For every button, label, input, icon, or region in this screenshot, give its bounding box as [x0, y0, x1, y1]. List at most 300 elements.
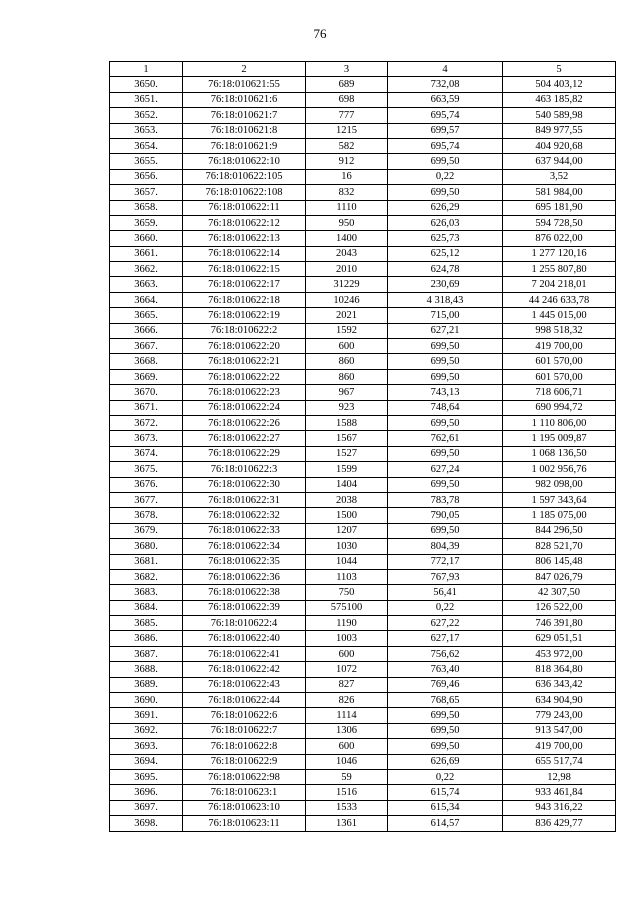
table-cell: 594 728,50: [503, 215, 616, 230]
table-cell: 76:18:010622:13: [183, 231, 306, 246]
table-cell: 3658.: [110, 200, 183, 215]
table-cell: 1404: [306, 477, 388, 492]
table-row: [110, 539, 616, 554]
table-cell: 769,46: [388, 677, 503, 692]
table-cell: 3665.: [110, 308, 183, 323]
table-cell: 1003: [306, 631, 388, 646]
table-cell: 767,93: [388, 569, 503, 584]
table-cell: 3668.: [110, 354, 183, 369]
table-cell: 832: [306, 185, 388, 200]
table-cell: 3673.: [110, 431, 183, 446]
table-cell: 76:18:010622:105: [183, 169, 306, 184]
table-cell: 762,61: [388, 431, 503, 446]
table-cell: 756,62: [388, 646, 503, 661]
table-cell: 783,78: [388, 492, 503, 507]
table-cell: 76:18:010622:108: [183, 185, 306, 200]
table-cell: 2010: [306, 262, 388, 277]
table-cell: 1516: [306, 785, 388, 800]
table-row: [110, 246, 616, 261]
table-cell: 1215: [306, 123, 388, 138]
table-cell: 76:18:010622:4: [183, 616, 306, 631]
table-cell: 7 204 218,01: [503, 277, 616, 292]
column-header: 5: [503, 62, 616, 77]
table-row: [110, 354, 616, 369]
table-row: [110, 138, 616, 153]
table-row: [110, 262, 616, 277]
column-header: 1: [110, 62, 183, 77]
table-row: [110, 508, 616, 523]
table-cell: 3666.: [110, 323, 183, 338]
table-cell: 634 904,90: [503, 693, 616, 708]
table-cell: 575100: [306, 600, 388, 615]
table-cell: 828 521,70: [503, 539, 616, 554]
table-cell: 1 110 806,00: [503, 415, 616, 430]
table-cell: 1 068 136,50: [503, 446, 616, 461]
table-row: [110, 723, 616, 738]
table-cell: 3698.: [110, 816, 183, 831]
table-cell: 847 026,79: [503, 569, 616, 584]
table-cell: 4 318,43: [388, 292, 503, 307]
table-row: [110, 492, 616, 507]
table-cell: 76:18:010622:27: [183, 431, 306, 446]
table-cell: 76:18:010622:6: [183, 708, 306, 723]
table-cell: 836 429,77: [503, 816, 616, 831]
table-cell: 690 994,72: [503, 400, 616, 415]
table-cell: 76:18:010622:18: [183, 292, 306, 307]
table-cell: 1567: [306, 431, 388, 446]
table-cell: 3679.: [110, 523, 183, 538]
table-cell: 1599: [306, 462, 388, 477]
table-cell: 76:18:010621:55: [183, 77, 306, 92]
table-row: [110, 292, 616, 307]
table-cell: 1044: [306, 554, 388, 569]
table-cell: 76:18:010622:19: [183, 308, 306, 323]
table-cell: 772,17: [388, 554, 503, 569]
table-cell: 3682.: [110, 569, 183, 584]
table-cell: 3671.: [110, 400, 183, 415]
table-cell: 625,12: [388, 246, 503, 261]
table-row: [110, 169, 616, 184]
table-cell: 601 570,00: [503, 369, 616, 384]
table-cell: 695,74: [388, 108, 503, 123]
table-cell: 627,21: [388, 323, 503, 338]
table-cell: 627,22: [388, 616, 503, 631]
table-cell: 3653.: [110, 123, 183, 138]
table-cell: 1 597 343,64: [503, 492, 616, 507]
table-cell: 806 145,48: [503, 554, 616, 569]
table-cell: 1361: [306, 816, 388, 831]
table-cell: 3697.: [110, 800, 183, 815]
table-cell: 76:18:010622:7: [183, 723, 306, 738]
table-cell: 695 181,90: [503, 200, 616, 215]
cadastral-value-table: [109, 61, 616, 832]
table-cell: 1592: [306, 323, 388, 338]
table-row: [110, 677, 616, 692]
table-cell: 699,50: [388, 477, 503, 492]
table-cell: 768,65: [388, 693, 503, 708]
table-row: [110, 77, 616, 92]
table-cell: 3657.: [110, 185, 183, 200]
table-row: [110, 415, 616, 430]
column-header: 4: [388, 62, 503, 77]
table-cell: 715,00: [388, 308, 503, 323]
table-cell: 3650.: [110, 77, 183, 92]
table-cell: 10246: [306, 292, 388, 307]
table-cell: 3685.: [110, 616, 183, 631]
table-cell: 3680.: [110, 539, 183, 554]
table-cell: 750: [306, 585, 388, 600]
table-cell: 0,22: [388, 600, 503, 615]
table-cell: 76:18:010622:40: [183, 631, 306, 646]
table-cell: 76:18:010622:35: [183, 554, 306, 569]
table-row: [110, 385, 616, 400]
table-cell: 1588: [306, 415, 388, 430]
table-cell: 44 246 633,78: [503, 292, 616, 307]
table-row: [110, 185, 616, 200]
table-cell: 76:18:010622:14: [183, 246, 306, 261]
table-cell: 913 547,00: [503, 723, 616, 738]
table-cell: 3684.: [110, 600, 183, 615]
table-cell: 827: [306, 677, 388, 692]
table-cell: 629 051,51: [503, 631, 616, 646]
table-cell: 76:18:010622:98: [183, 769, 306, 784]
table-cell: 76:18:010622:22: [183, 369, 306, 384]
table-cell: 933 461,84: [503, 785, 616, 800]
table-cell: 540 589,98: [503, 108, 616, 123]
table-cell: 76:18:010621:9: [183, 138, 306, 153]
table-cell: 982 098,00: [503, 477, 616, 492]
table-cell: 76:18:010621:6: [183, 92, 306, 107]
table-cell: 3669.: [110, 369, 183, 384]
table-row: [110, 369, 616, 384]
table-cell: 699,50: [388, 708, 503, 723]
table-cell: 3693.: [110, 739, 183, 754]
table-cell: 998 518,32: [503, 323, 616, 338]
table-cell: 16: [306, 169, 388, 184]
table-cell: 76:18:010622:11: [183, 200, 306, 215]
table-cell: 453 972,00: [503, 646, 616, 661]
table-row: [110, 816, 616, 831]
column-header: 2: [183, 62, 306, 77]
table-cell: 1500: [306, 508, 388, 523]
table-cell: 860: [306, 369, 388, 384]
table-row: [110, 769, 616, 784]
table-row: [110, 800, 616, 815]
table-cell: 3689.: [110, 677, 183, 692]
table-cell: 912: [306, 154, 388, 169]
table-cell: 790,05: [388, 508, 503, 523]
table-cell: 76:18:010623:11: [183, 816, 306, 831]
table-cell: 804,39: [388, 539, 503, 554]
table-cell: 1 185 075,00: [503, 508, 616, 523]
table-cell: 1072: [306, 662, 388, 677]
table-cell: 732,08: [388, 77, 503, 92]
table-cell: 718 606,71: [503, 385, 616, 400]
table-cell: 1190: [306, 616, 388, 631]
table-cell: 844 296,50: [503, 523, 616, 538]
table-cell: 779 243,00: [503, 708, 616, 723]
table-cell: 1533: [306, 800, 388, 815]
table-cell: 76:18:010622:32: [183, 508, 306, 523]
table-cell: 1527: [306, 446, 388, 461]
table-row: [110, 215, 616, 230]
table-cell: 404 920,68: [503, 138, 616, 153]
table-cell: 0,22: [388, 169, 503, 184]
table-cell: 3664.: [110, 292, 183, 307]
table-cell: 1110: [306, 200, 388, 215]
table-cell: 3674.: [110, 446, 183, 461]
table-cell: 3660.: [110, 231, 183, 246]
table-cell: 3659.: [110, 215, 183, 230]
table-cell: 2038: [306, 492, 388, 507]
table-row: [110, 662, 616, 677]
table-cell: 76:18:010622:2: [183, 323, 306, 338]
table-row: [110, 523, 616, 538]
table-cell: 76:18:010622:20: [183, 339, 306, 354]
table-cell: 463 185,82: [503, 92, 616, 107]
table-cell: 746 391,80: [503, 616, 616, 631]
table-cell: 31229: [306, 277, 388, 292]
table-row: [110, 631, 616, 646]
table-cell: 967: [306, 385, 388, 400]
table-cell: 76:18:010622:34: [183, 539, 306, 554]
table-cell: 76:18:010622:30: [183, 477, 306, 492]
table-cell: 2043: [306, 246, 388, 261]
table-cell: 76:18:010622:29: [183, 446, 306, 461]
table-cell: 699,50: [388, 185, 503, 200]
table-row: [110, 92, 616, 107]
table-row: [110, 446, 616, 461]
table-row: [110, 308, 616, 323]
table-cell: 76:18:010622:24: [183, 400, 306, 415]
table-cell: 826: [306, 693, 388, 708]
table-row: [110, 569, 616, 584]
table-cell: 698: [306, 92, 388, 107]
page-number: 76: [313, 26, 327, 41]
table-cell: 3675.: [110, 462, 183, 477]
table-cell: 699,50: [388, 446, 503, 461]
table-cell: 699,57: [388, 123, 503, 138]
table-cell: 3695.: [110, 769, 183, 784]
table-cell: 818 364,80: [503, 662, 616, 677]
table-body: [110, 77, 616, 831]
table-cell: 76:18:010622:31: [183, 492, 306, 507]
table-cell: 582: [306, 138, 388, 153]
table-cell: 615,74: [388, 785, 503, 800]
table-cell: 230,69: [388, 277, 503, 292]
table-cell: 699,50: [388, 369, 503, 384]
table-row: [110, 462, 616, 477]
table-row: [110, 693, 616, 708]
table-cell: 419 700,00: [503, 739, 616, 754]
table-row: [110, 754, 616, 769]
table-cell: 76:18:010623:1: [183, 785, 306, 800]
table-cell: 126 522,00: [503, 600, 616, 615]
table-cell: 76:18:010622:23: [183, 385, 306, 400]
table-cell: 1 277 120,16: [503, 246, 616, 261]
table-cell: 615,34: [388, 800, 503, 815]
table-cell: 76:18:010622:44: [183, 693, 306, 708]
table-cell: 655 517,74: [503, 754, 616, 769]
table-cell: 3654.: [110, 138, 183, 153]
table-cell: 626,03: [388, 215, 503, 230]
table-cell: 699,50: [388, 339, 503, 354]
table-row: [110, 277, 616, 292]
table-cell: 56,41: [388, 585, 503, 600]
table-cell: 3670.: [110, 385, 183, 400]
table-cell: 3688.: [110, 662, 183, 677]
table-cell: 763,40: [388, 662, 503, 677]
table-cell: 76:18:010622:36: [183, 569, 306, 584]
table-cell: 3,52: [503, 169, 616, 184]
table-cell: 419 700,00: [503, 339, 616, 354]
table-cell: 3652.: [110, 108, 183, 123]
table-cell: 614,57: [388, 816, 503, 831]
table-row: [110, 400, 616, 415]
table-cell: 76:18:010621:8: [183, 123, 306, 138]
table-cell: 2021: [306, 308, 388, 323]
table-cell: 950: [306, 215, 388, 230]
table-cell: 3676.: [110, 477, 183, 492]
table-cell: 1207: [306, 523, 388, 538]
table-cell: 76:18:010622:12: [183, 215, 306, 230]
table-cell: 3683.: [110, 585, 183, 600]
table-row: [110, 154, 616, 169]
table-cell: 748,64: [388, 400, 503, 415]
table-cell: 600: [306, 339, 388, 354]
table-cell: 1030: [306, 539, 388, 554]
table-cell: 1306: [306, 723, 388, 738]
table-cell: 76:18:010622:43: [183, 677, 306, 692]
table-cell: 3692.: [110, 723, 183, 738]
table-row: [110, 785, 616, 800]
table-row: [110, 646, 616, 661]
table-cell: 1103: [306, 569, 388, 584]
table-row: [110, 554, 616, 569]
table-cell: 860: [306, 354, 388, 369]
table-cell: 699,50: [388, 739, 503, 754]
table-cell: 1 445 015,00: [503, 308, 616, 323]
table-cell: 76:18:010622:38: [183, 585, 306, 600]
table-cell: 76:18:010622:3: [183, 462, 306, 477]
table-cell: 627,24: [388, 462, 503, 477]
table-cell: 600: [306, 646, 388, 661]
table-cell: 777: [306, 108, 388, 123]
table-cell: 3651.: [110, 92, 183, 107]
table-cell: 76:18:010622:33: [183, 523, 306, 538]
table-cell: 699,50: [388, 154, 503, 169]
table-cell: 1114: [306, 708, 388, 723]
table-row: [110, 600, 616, 615]
table-cell: 601 570,00: [503, 354, 616, 369]
table-cell: 624,78: [388, 262, 503, 277]
table-cell: 3656.: [110, 169, 183, 184]
table-cell: 12,98: [503, 769, 616, 784]
table-cell: 76:18:010623:10: [183, 800, 306, 815]
table-row: [110, 616, 616, 631]
table-header-row: [110, 62, 616, 77]
table-row: [110, 585, 616, 600]
table-row: [110, 108, 616, 123]
table-cell: 76:18:010621:7: [183, 108, 306, 123]
table-cell: 3690.: [110, 693, 183, 708]
table-cell: 76:18:010622:42: [183, 662, 306, 677]
table-cell: 743,13: [388, 385, 503, 400]
table-cell: 923: [306, 400, 388, 415]
table-cell: 3691.: [110, 708, 183, 723]
table-cell: 3686.: [110, 631, 183, 646]
table-cell: 689: [306, 77, 388, 92]
table-cell: 627,17: [388, 631, 503, 646]
table-cell: 76:18:010622:10: [183, 154, 306, 169]
table-cell: 76:18:010622:15: [183, 262, 306, 277]
table-cell: 1046: [306, 754, 388, 769]
table-cell: 0,22: [388, 769, 503, 784]
table-cell: 3687.: [110, 646, 183, 661]
table-cell: 636 343,42: [503, 677, 616, 692]
table-cell: 3667.: [110, 339, 183, 354]
table-cell: 663,59: [388, 92, 503, 107]
table-row: [110, 200, 616, 215]
table-cell: 3662.: [110, 262, 183, 277]
table-cell: 3677.: [110, 492, 183, 507]
table-cell: 699,50: [388, 523, 503, 538]
table-cell: 76:18:010622:21: [183, 354, 306, 369]
table-row: [110, 323, 616, 338]
table-cell: 3663.: [110, 277, 183, 292]
table-cell: 1 195 009,87: [503, 431, 616, 446]
table-row: [110, 339, 616, 354]
table-cell: 76:18:010622:9: [183, 754, 306, 769]
table-row: [110, 431, 616, 446]
table-cell: 1400: [306, 231, 388, 246]
table-cell: 637 944,00: [503, 154, 616, 169]
table-row: [110, 708, 616, 723]
table-cell: 600: [306, 739, 388, 754]
table-cell: 699,50: [388, 723, 503, 738]
table-cell: 76:18:010622:41: [183, 646, 306, 661]
table-cell: 504 403,12: [503, 77, 616, 92]
table-cell: 626,69: [388, 754, 503, 769]
table-cell: 76:18:010622:8: [183, 739, 306, 754]
table-cell: 76:18:010622:39: [183, 600, 306, 615]
table-cell: 699,50: [388, 354, 503, 369]
table-cell: 626,29: [388, 200, 503, 215]
table-cell: 3694.: [110, 754, 183, 769]
table-cell: 876 022,00: [503, 231, 616, 246]
table-cell: 3672.: [110, 415, 183, 430]
table-row: [110, 739, 616, 754]
table-cell: 3681.: [110, 554, 183, 569]
table-row: [110, 477, 616, 492]
table-cell: 42 307,50: [503, 585, 616, 600]
table-cell: 625,73: [388, 231, 503, 246]
table-cell: 1 255 807,80: [503, 262, 616, 277]
table-cell: 943 316,22: [503, 800, 616, 815]
table-cell: 1 002 956,76: [503, 462, 616, 477]
table-cell: 76:18:010622:17: [183, 277, 306, 292]
table-cell: 695,74: [388, 138, 503, 153]
table-cell: 59: [306, 769, 388, 784]
table-cell: 3661.: [110, 246, 183, 261]
table-row: [110, 123, 616, 138]
table-cell: 3678.: [110, 508, 183, 523]
table-row: [110, 231, 616, 246]
table-cell: 3696.: [110, 785, 183, 800]
table-cell: 849 977,55: [503, 123, 616, 138]
table-cell: 699,50: [388, 415, 503, 430]
table-cell: 3655.: [110, 154, 183, 169]
